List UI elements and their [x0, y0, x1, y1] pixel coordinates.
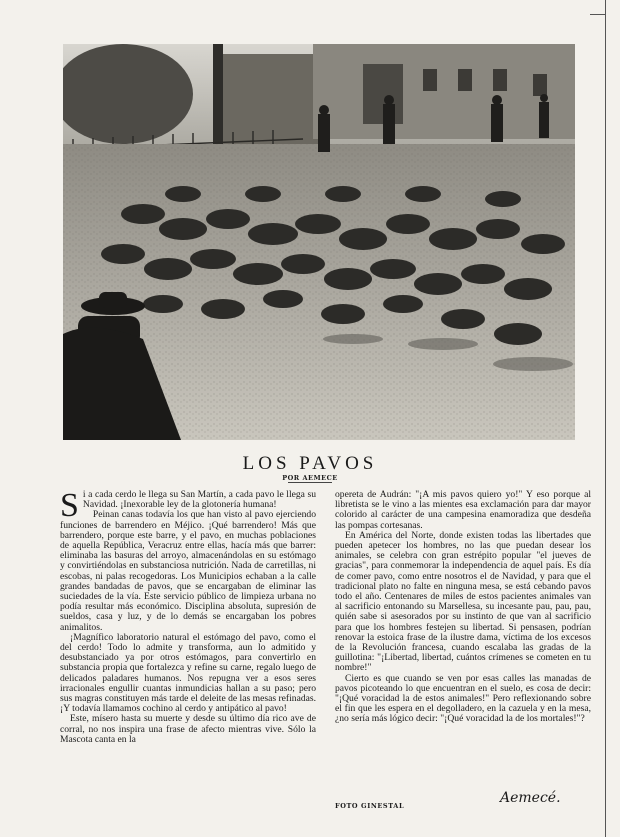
left-column — [60, 487, 317, 745]
page-frame-corner — [590, 14, 606, 15]
paragraph: Este, mísero hasta su muerte y desde su último día rico ave de corral, no nos inspira una frase de afecto mientras vive. Sólo la Mascota canta en la — [60, 713, 316, 745]
paragraph — [60, 487, 316, 524]
page-frame-line — [605, 0, 606, 837]
article-byline: POR AEMECE — [282, 474, 338, 482]
paragraph-text: i a cada cerdo le llega su San Martín, a cada pavo le llega su Navidad. ¡Inexorable ley de la glotonería humana! — [82, 489, 316, 511]
article-title: LOS PAVOS — [242, 453, 378, 474]
byline-rule — [288, 482, 332, 483]
photo-illustration — [63, 44, 575, 440]
right-column — [335, 490, 591, 725]
paragraph: Peinan canas todavía los que han visto al pavo ejerciendo funciones de barrendero en Méjico. ¡Qué barrendero! Más que barrendero, porque este barre, y el pavo, en muchas poblaciones de aquella República, Veracruz entre ellas, hacía más que barrer: eliminaba las basuras del arroyo, almacenándolas en su estómago y convirtiéndolas en substanciosa nutrición. Nada de carretillas, ni escobas, ni palas recogedoras. Los Municipios echaban a la calle grandes bandadas de pavos, que se encargaban de eliminar las suciedades de la vía. Este servicio público de limpieza urbana no podía resultar más económico. Disciplina absoluta, supresión de sueldos, casa y luz, y de lo demás se encargaban los pobres animalitos. — [60, 509, 316, 633]
paragraph: opereta de Audrán: "¡A mis pavos quiero yo!" Y eso porque al libretista se le vino a las mientes esa exclamación para dar mayor colorido al carácter de una campesina enamoradiza que desdeña las pompas cortesanas. — [335, 489, 591, 531]
paragraph: Cierto es que cuando se ven por esas calles las manadas de pavos picoteando lo que encuentran en el suelo, es cosa de decir: "¡Qué voracidad la de estos animales!" Pero reflexionando sobre el fin que les espera en el degolladero, en la cazuela y en la mesa, ¿no sería más lógico decir: "¡Qué voracidad la de los mortales!"? — [335, 672, 591, 725]
author-signature: Aemecé. — [500, 790, 561, 806]
paragraph: En América del Norte, donde existen todas las libertades que pueden apetecer los hombres, no las que puedan desear los animales, se celebra con gran estrépito popular "el jueves de gracias", para conmemorar la independencia de aquel país. Es día de comer pavo, como entre nosotros el de Navidad, y para que el tradicional plato no falte en ninguna mesa, se está cebando pavos todo el año. Centenares de miles de estos pacientes animales van al sacrificio entonando su Marsellesa, su incesante pau, pau, pau, quién sabe si asesorados por su instinto de que van al sacrificio para que los hombres festejen su libertad. Si pensasen, podrían renovar la estoica frase de la ilustre dama, víctima de los excesos de la Revolución francesa, cuando escalaba las gradas de la guillotina: "¡Libertad, libertad, cuántos crímenes se cometen en tu nombre!" — [335, 529, 591, 674]
paragraph: ¡Magnífico laboratorio natural el estómago del pavo, como el del cerdo! Todo lo admite y transforma, aun lo admitido y desubstanciado ya por otros estómagos, para convertirlo en substancia propia que fortalezca y refine su carne, regalo luego de delicados paladares humanos. Nos repugna ver a esos seres irracionales engullir cuantas inmundicias hallan a su paso; pero sus magras constituyen más tarde el deleite de las mesas refinadas. ¡Y todavía llamamos cochino al cerdo y antipático al pavo! — [60, 631, 317, 715]
turkeys-photograph — [63, 44, 575, 440]
drop-cap: S — [60, 487, 79, 524]
photo-credit: FOTO GINESTAL — [335, 802, 405, 810]
